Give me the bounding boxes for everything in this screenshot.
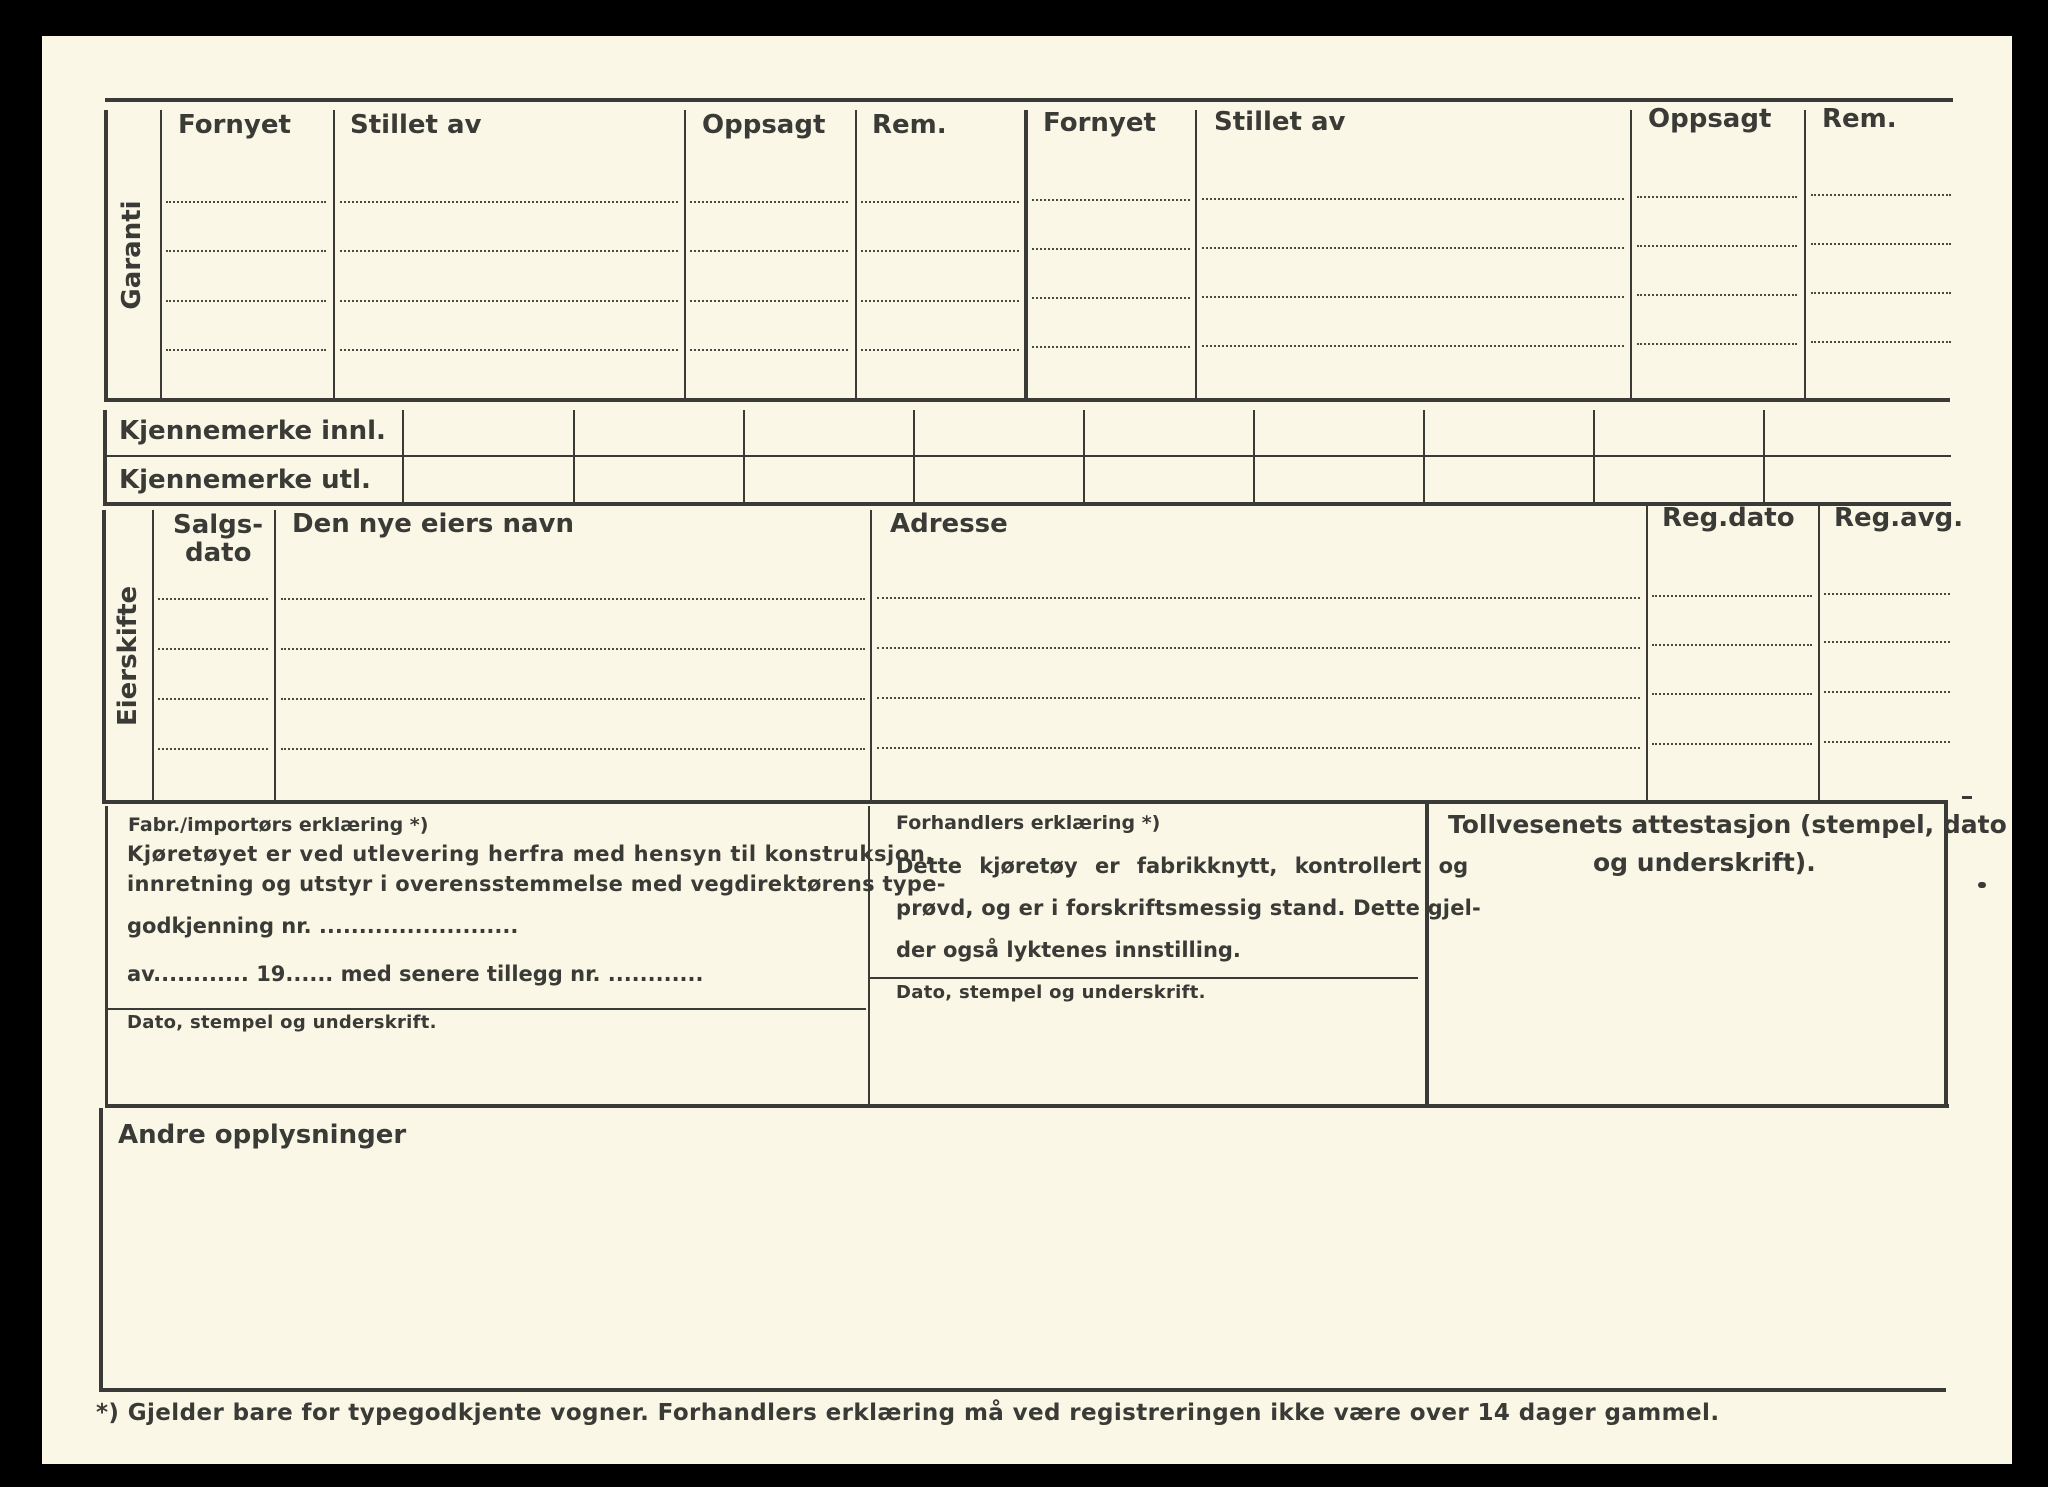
garanti-entry-line[interactable] [1032, 199, 1190, 201]
garanti-header-rem: Rem. [872, 110, 947, 140]
eierskifte-header-salgs: Salgs- [173, 510, 264, 540]
edge-mark [1962, 796, 1972, 799]
garanti-col-line [160, 110, 162, 400]
andre-label: Andre opplysninger [118, 1120, 407, 1150]
eierskifte-header-navn: Den nye eiers navn [292, 509, 574, 539]
eierskifte-entry-line[interactable] [877, 597, 1640, 599]
eierskifte-header-dato: dato [185, 538, 252, 568]
eierskifte-entry-line[interactable] [281, 748, 865, 750]
declarations-bottom-border [105, 1104, 1949, 1108]
garanti-entry-line[interactable] [1202, 296, 1624, 298]
forhandler-line-1: Dette kjøretøy er fabrikknytt, kontrollert og [896, 854, 1469, 878]
garanti-entry-line[interactable] [690, 250, 848, 252]
kjennemerke-utl-label: Kjennemerke utl. [119, 465, 371, 495]
garanti-entry-line[interactable] [166, 349, 326, 351]
eierskifte-col-line [1646, 506, 1648, 802]
garanti-entry-line[interactable] [1032, 248, 1190, 250]
forhandler-title: Forhandlers erklæring *) [896, 812, 1161, 834]
eierskifte-entry-line[interactable] [158, 748, 268, 750]
eierskifte-col-line [274, 510, 276, 802]
garanti-header-stillet-av: Stillet av [350, 110, 482, 140]
eierskifte-entry-line[interactable] [1652, 595, 1812, 597]
garanti-entry-line[interactable] [1811, 243, 1951, 245]
kjennemerke-utl-cells[interactable] [404, 457, 1951, 501]
eierskifte-entry-line[interactable] [158, 598, 268, 600]
eierskifte-header-reg-dato: Reg.dato [1662, 503, 1795, 533]
garanti-col-line [855, 110, 857, 400]
kjennemerke-innl-label: Kjennemerke innl. [119, 416, 386, 446]
garanti-entry-line[interactable] [861, 349, 1019, 351]
toll-line-2: og underskrift). [1593, 848, 1816, 877]
garanti-entry-line[interactable] [1202, 198, 1624, 200]
eierskifte-col-line [870, 510, 872, 802]
fabr-footer: Dato, stempel og underskrift. [127, 1012, 437, 1033]
forhandler-footer-rule [870, 977, 1418, 979]
garanti-left-border [104, 110, 108, 400]
eierskifte-entry-line[interactable] [281, 598, 865, 600]
kjennemerke-innl-cells[interactable] [404, 410, 1951, 454]
garanti-entry-line[interactable] [1811, 194, 1951, 196]
eierskifte-col-line [152, 510, 154, 802]
eierskifte-entry-line[interactable] [1824, 641, 1950, 643]
eierskifte-left-border [102, 510, 106, 802]
garanti-entry-line[interactable] [340, 201, 678, 203]
garanti-entry-line[interactable] [1811, 341, 1951, 343]
garanti-entry-line[interactable] [1637, 343, 1797, 345]
footnote: *) Gjelder bare for typegodkjente vogner. Forhandlers erklæring må ved registreringen ikke være over 14 dager gammel. [96, 1400, 1720, 1426]
garanti-top-border [105, 98, 1953, 102]
garanti-entry-line[interactable] [1202, 247, 1624, 249]
garanti-entry-line[interactable] [690, 201, 848, 203]
garanti-entry-line[interactable] [1637, 196, 1797, 198]
toll-right-border [1944, 800, 1948, 1104]
forhandler-line-3: der også lyktenes innstilling. [896, 938, 1241, 962]
garanti-col-line [1195, 110, 1197, 400]
eierskifte-entry-line[interactable] [1824, 691, 1950, 693]
eierskifte-entry-line[interactable] [158, 698, 268, 700]
eierskifte-entry-line[interactable] [281, 698, 865, 700]
eierskifte-entry-line[interactable] [1824, 593, 1950, 595]
garanti-header-fornyet-2: Fornyet [1043, 108, 1156, 138]
andre-field[interactable] [106, 1160, 1942, 1384]
garanti-entry-line[interactable] [166, 201, 326, 203]
fabr-line-3[interactable]: godkjenning nr. ......................... [127, 914, 519, 938]
eierskifte-entry-line[interactable] [158, 648, 268, 650]
garanti-entry-line[interactable] [690, 300, 848, 302]
garanti-header-stillet-av-2: Stillet av [1214, 107, 1346, 137]
garanti-entry-line[interactable] [1202, 345, 1624, 347]
andre-left-border [99, 1108, 103, 1392]
eierskifte-bottom-border [102, 800, 1948, 804]
eierskifte-entry-line[interactable] [1824, 741, 1950, 743]
declarations-divider-2 [1425, 800, 1429, 1104]
garanti-entry-line[interactable] [166, 300, 326, 302]
garanti-section-label: Garanti [117, 200, 147, 310]
eierskifte-entry-line[interactable] [1652, 693, 1812, 695]
fabr-line-1: Kjøretøyet er ved utlevering herfra med hensyn til konstruksjon, [127, 842, 935, 866]
garanti-entry-line[interactable] [1032, 297, 1190, 299]
eierskifte-entry-line[interactable] [877, 747, 1640, 749]
garanti-header-fornyet: Fornyet [178, 110, 291, 140]
garanti-entry-line[interactable] [340, 300, 678, 302]
eierskifte-entry-line[interactable] [281, 648, 865, 650]
garanti-entry-line[interactable] [690, 349, 848, 351]
garanti-entry-line[interactable] [861, 250, 1019, 252]
toll-line-1: Tollvesenets attestasjon (stempel, dato [1448, 810, 2007, 839]
eierskifte-header-adresse: Adresse [890, 509, 1008, 539]
garanti-col-line [1804, 110, 1806, 400]
garanti-entry-line[interactable] [166, 250, 326, 252]
garanti-entry-line[interactable] [340, 349, 678, 351]
garanti-entry-line[interactable] [861, 201, 1019, 203]
fabr-footer-rule [108, 1008, 866, 1010]
garanti-entry-line[interactable] [1811, 292, 1951, 294]
fabr-line-4[interactable]: av............ 19...... med senere tillegg nr. ............ [127, 962, 704, 986]
garanti-entry-line[interactable] [861, 300, 1019, 302]
eierskifte-header-reg-avg: Reg.avg. [1834, 503, 1964, 533]
declarations-left-border [105, 806, 108, 1106]
andre-bottom-border [99, 1388, 1946, 1392]
eierskifte-entry-line[interactable] [1652, 644, 1812, 646]
forhandler-line-2: prøvd, og er i forskriftsmessig stand. Dette gjel- [896, 896, 1481, 920]
eierskifte-entry-line[interactable] [1652, 743, 1812, 745]
eierskifte-entry-line[interactable] [877, 647, 1640, 649]
garanti-entry-line[interactable] [1637, 294, 1797, 296]
eierskifte-entry-line[interactable] [877, 697, 1640, 699]
garanti-col-line [333, 110, 335, 400]
fabr-title: Fabr./importørs erklæring *) [128, 814, 429, 836]
garanti-header-oppsagt: Oppsagt [702, 110, 826, 140]
garanti-entry-line[interactable] [1637, 245, 1797, 247]
garanti-header-oppsagt-2: Oppsagt [1648, 104, 1772, 134]
eierskifte-section-label: Eierskifte [113, 585, 143, 726]
garanti-header-rem-2: Rem. [1822, 104, 1897, 134]
garanti-col-line [684, 110, 686, 400]
garanti-col-line [1630, 110, 1632, 400]
forhandler-footer: Dato, stempel og underskrift. [896, 982, 1206, 1003]
edge-mark [1978, 882, 1986, 888]
garanti-entry-line[interactable] [1032, 346, 1190, 348]
garanti-mid-divider [1024, 110, 1028, 400]
eierskifte-col-line [1818, 506, 1820, 802]
garanti-entry-line[interactable] [340, 250, 678, 252]
fabr-line-2: innretning og utstyr i overensstemmelse med vegdirektørens type- [127, 872, 946, 896]
